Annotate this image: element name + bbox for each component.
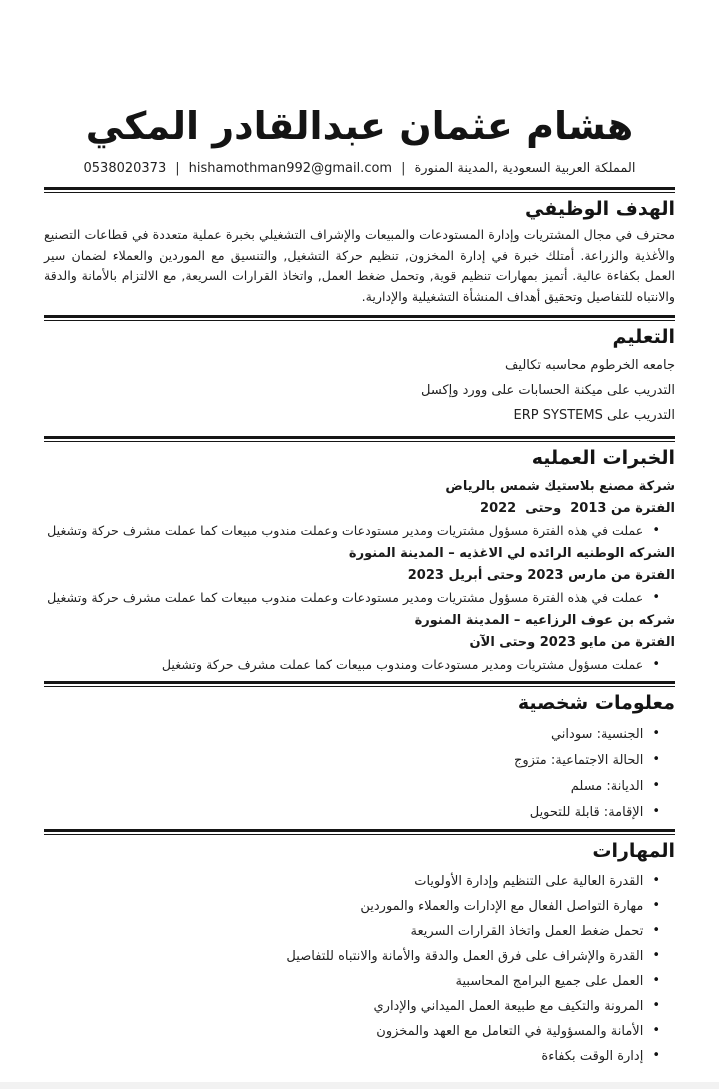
- bullet-icon: •: [652, 752, 660, 767]
- personal-info-text: الديانة: مسلم: [570, 779, 644, 794]
- list-item: [44, 804, 675, 821]
- list-item: [44, 898, 675, 915]
- skill-text: المرونة والتكيف مع طبيعة العمل الميداني والإداري: [373, 999, 644, 1014]
- personal-info-list: [44, 726, 675, 821]
- section-divider: [44, 315, 675, 321]
- experience-job: [44, 546, 675, 606]
- objective-text: محترف في مجال المشتريات وإدارة المستودعات والمبيعات والإشراف التشغيلي بخبرة عملية متعددة في قطاعات التصنيع والأغذية والزراعة. أمتلك خبرة في إدارة المخزون, تنظيم حركة التشغيل, والتنسيق مع الموردين والعملاء لضمان سير العمل بكفاءة عالية. أتميز بمهارات تنظيم قوية, وتحمل ضغط العمل, واتخاذ القرارات السريعة, مع الالتزام بالأمانة والدقة والانتباه للتفاصيل وتحقيق أهداف المنشأة التشغيلية والإدارية.: [44, 227, 675, 304]
- bullet-icon: •: [652, 873, 660, 888]
- job-duty: [44, 657, 675, 673]
- experience-job: [44, 479, 675, 539]
- contact-line: [44, 160, 675, 178]
- job-duty-text: عملت مسؤول مشتريات ومدير مستودعات ومندوب مبيعات كما عملت مشرف حركة وتشغيل: [161, 657, 644, 672]
- personal-info-text: الحالة الاجتماعية: متزوج: [513, 753, 644, 768]
- bullet-icon: •: [652, 523, 660, 538]
- section-title-education: التعليم: [612, 326, 675, 348]
- list-item: [44, 923, 675, 940]
- skill-text: القدرة والإشراف على فرق العمل والدقة والأمانة والانتباه للتفاصيل: [286, 949, 644, 964]
- list-item: [44, 1048, 675, 1065]
- personal-info-text: الإقامة: قابلة للتحويل: [529, 805, 644, 820]
- list-item: [44, 1023, 675, 1040]
- skill-text: القدرة العالية على التنظيم وإدارة الأولويات: [414, 874, 644, 889]
- section-divider: [44, 187, 675, 193]
- bullet-icon: •: [652, 923, 660, 938]
- job-duty-text: عملت في هذه الفترة مسؤول مشتريات ومدير مستودعات وعملت مندوب مبيعات كما عملت مشرف حركة وتشغيل: [47, 523, 644, 538]
- list-item: [44, 948, 675, 965]
- skills-list: [44, 873, 675, 1065]
- bullet-icon: •: [652, 778, 660, 793]
- job-duty-text: عملت في هذه الفترة مسؤول مشتريات ومدير مستودعات وعملت مندوب مبيعات كما عملت مشرف حركة وتشغيل: [47, 590, 644, 605]
- candidate-name: هشام عثمان عبدالقادر المكي: [85, 104, 634, 148]
- list-item: [44, 752, 675, 769]
- contact-phone: 0538020373: [83, 161, 167, 176]
- job-duty: [44, 590, 675, 606]
- bullet-icon: •: [652, 973, 660, 988]
- personal-info-text: الجنسية: سوداني: [550, 727, 644, 742]
- bullet-icon: •: [652, 1048, 660, 1063]
- section-divider: [44, 436, 675, 442]
- job-duty: [44, 523, 675, 539]
- list-item: [44, 778, 675, 795]
- section-title-skills: المهارات: [592, 840, 675, 862]
- section-title-objective: الهدف الوظيفي: [525, 198, 675, 220]
- bullet-icon: •: [652, 590, 660, 605]
- skill-text: مهارة التواصل الفعال مع الإدارات والعملاء والموردين: [360, 899, 644, 914]
- job-company: شركة مصنع بلاستيك شمس بالرياض: [445, 479, 675, 494]
- section-divider: [44, 681, 675, 687]
- experience-job: [44, 613, 675, 673]
- bullet-icon: •: [652, 898, 660, 913]
- pipe-separator-icon: |: [401, 161, 406, 176]
- bullet-icon: •: [652, 998, 660, 1013]
- list-item: [44, 726, 675, 743]
- pipe-separator-icon: |: [175, 161, 180, 176]
- bullet-icon: •: [652, 1023, 660, 1038]
- skill-text: إدارة الوقت بكفاءة: [541, 1049, 644, 1064]
- contact-location: المملكة العربية السعودية ,المدينة المنورة: [414, 161, 636, 176]
- bullet-icon: •: [652, 726, 660, 741]
- list-item: [44, 873, 675, 890]
- job-period: الفترة من 2013 وحتى 2022: [480, 501, 675, 516]
- contact-email: hishamothman992@gmail.com: [188, 161, 393, 176]
- skill-text: تحمل ضغط العمل واتخاذ القرارات السريعة: [410, 924, 644, 939]
- job-period: الفترة من مايو 2023 وحتى الآن: [469, 635, 675, 650]
- job-company: الشركه الوطنيه الرائده لي الاغذيه – المدينة المنورة: [348, 546, 675, 561]
- section-title-experience: الخبرات العمليه: [531, 447, 675, 469]
- bullet-icon: •: [652, 804, 660, 819]
- section-divider: [44, 829, 675, 835]
- skill-text: العمل على جميع البرامج المحاسبية: [455, 974, 644, 989]
- education-item: التدريب على ميكنة الحسابات على وورد وإكسل: [420, 383, 675, 398]
- education-list: [44, 353, 675, 428]
- list-item: [44, 973, 675, 990]
- education-item: التدريب على ERP SYSTEMS: [513, 408, 675, 423]
- page-bottom-edge: [0, 1082, 719, 1089]
- bullet-icon: •: [652, 657, 660, 672]
- list-item: [44, 998, 675, 1015]
- skill-text: الأمانة والمسؤولية في التعامل مع العهد والمخزون: [376, 1024, 644, 1039]
- job-company: شركه بن عوف الرزاعيه – المدينة المنورة: [414, 613, 675, 628]
- education-item: جامعه الخرطوم محاسبه تكاليف: [504, 358, 675, 373]
- bullet-icon: •: [652, 948, 660, 963]
- job-period: الفترة من مارس 2023 وحتى أبريل 2023: [407, 568, 675, 583]
- section-title-personal: معلومات شخصية: [517, 692, 675, 714]
